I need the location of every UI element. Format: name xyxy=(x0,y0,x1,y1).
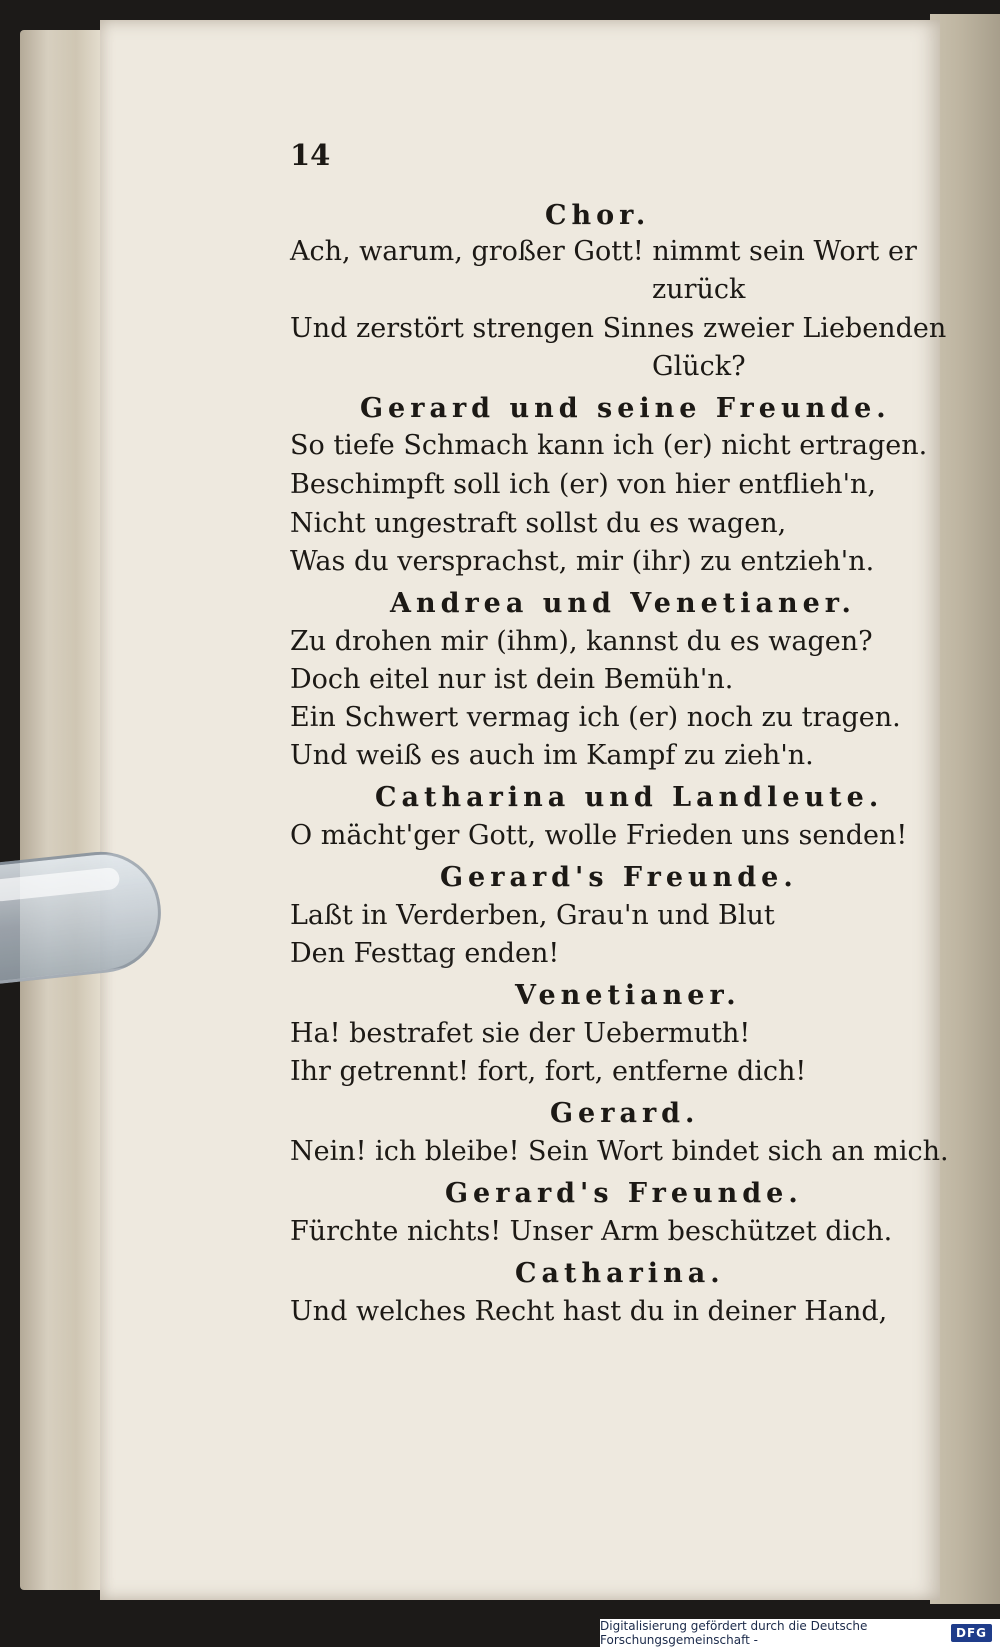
clip-highlight xyxy=(0,867,120,902)
verse-line: Zu drohen mir (ihm), kannst du es wagen? xyxy=(290,626,873,657)
speaker-heading: Gerard's Freunde. xyxy=(445,1178,803,1209)
speaker-heading: Chor. xyxy=(545,200,651,231)
verse-line: Beschimpft soll ich (er) von hier entflieh'n, xyxy=(290,469,876,500)
verse-line: Und weiß es auch im Kampf zu zieh'n. xyxy=(290,740,814,771)
speaker-heading: Venetianer. xyxy=(515,980,741,1011)
speaker-heading: Catharina. xyxy=(515,1258,725,1289)
verse-line: Glück? xyxy=(652,351,746,382)
book-right-edge xyxy=(930,14,1000,1604)
dfg-logo-icon: DFG xyxy=(951,1624,992,1642)
verse-line: Fürchte nichts! Unser Arm beschützet dich. xyxy=(290,1216,893,1247)
verse-line: Nein! ich bleibe! Sein Wort bindet sich an mich. xyxy=(290,1136,949,1167)
verse-line: Den Festtag enden! xyxy=(290,938,560,969)
verse-line: Ha! bestrafet sie der Uebermuth! xyxy=(290,1018,751,1049)
speaker-heading: Gerard. xyxy=(550,1098,700,1129)
speaker-heading: Andrea und Venetianer. xyxy=(390,588,856,619)
verse-line: Und zerstört strengen Sinnes zweier Liebenden xyxy=(290,313,947,344)
speaker-heading: Gerard und seine Freunde. xyxy=(360,393,891,424)
page-number: 14 xyxy=(290,138,331,172)
verse-line: Und welches Recht hast du in deiner Hand, xyxy=(290,1296,888,1327)
verse-line: So tiefe Schmach kann ich (er) nicht ertragen. xyxy=(290,430,928,461)
speaker-heading: Gerard's Freunde. xyxy=(440,862,798,893)
footer-credit-bar xyxy=(600,1619,1000,1647)
footer-credit-text: Digitalisierung gefördert durch die Deutsche Forschungsgemeinschaft - xyxy=(600,1619,868,1647)
book-left-edge xyxy=(20,30,100,1590)
verse-line: Was du versprachst, mir (ihr) zu entzieh'n. xyxy=(290,546,875,577)
verse-line: Ach, warum, großer Gott! nimmt sein Wort er xyxy=(290,236,917,267)
verse-line: Ihr getrennt! fort, fort, entferne dich! xyxy=(290,1056,807,1087)
verse-line: O mächt'ger Gott, wolle Frieden uns senden! xyxy=(290,820,908,851)
verse-line: Doch eitel nur ist dein Bemüh'n. xyxy=(290,664,734,695)
verse-line: Ein Schwert vermag ich (er) noch zu tragen. xyxy=(290,702,901,733)
verse-line: Laßt in Verderben, Grau'n und Blut xyxy=(290,900,775,931)
speaker-heading: Catharina und Landleute. xyxy=(375,782,884,813)
verse-line: Nicht ungestraft sollst du es wagen, xyxy=(290,508,787,539)
verse-line: zurück xyxy=(652,274,746,305)
